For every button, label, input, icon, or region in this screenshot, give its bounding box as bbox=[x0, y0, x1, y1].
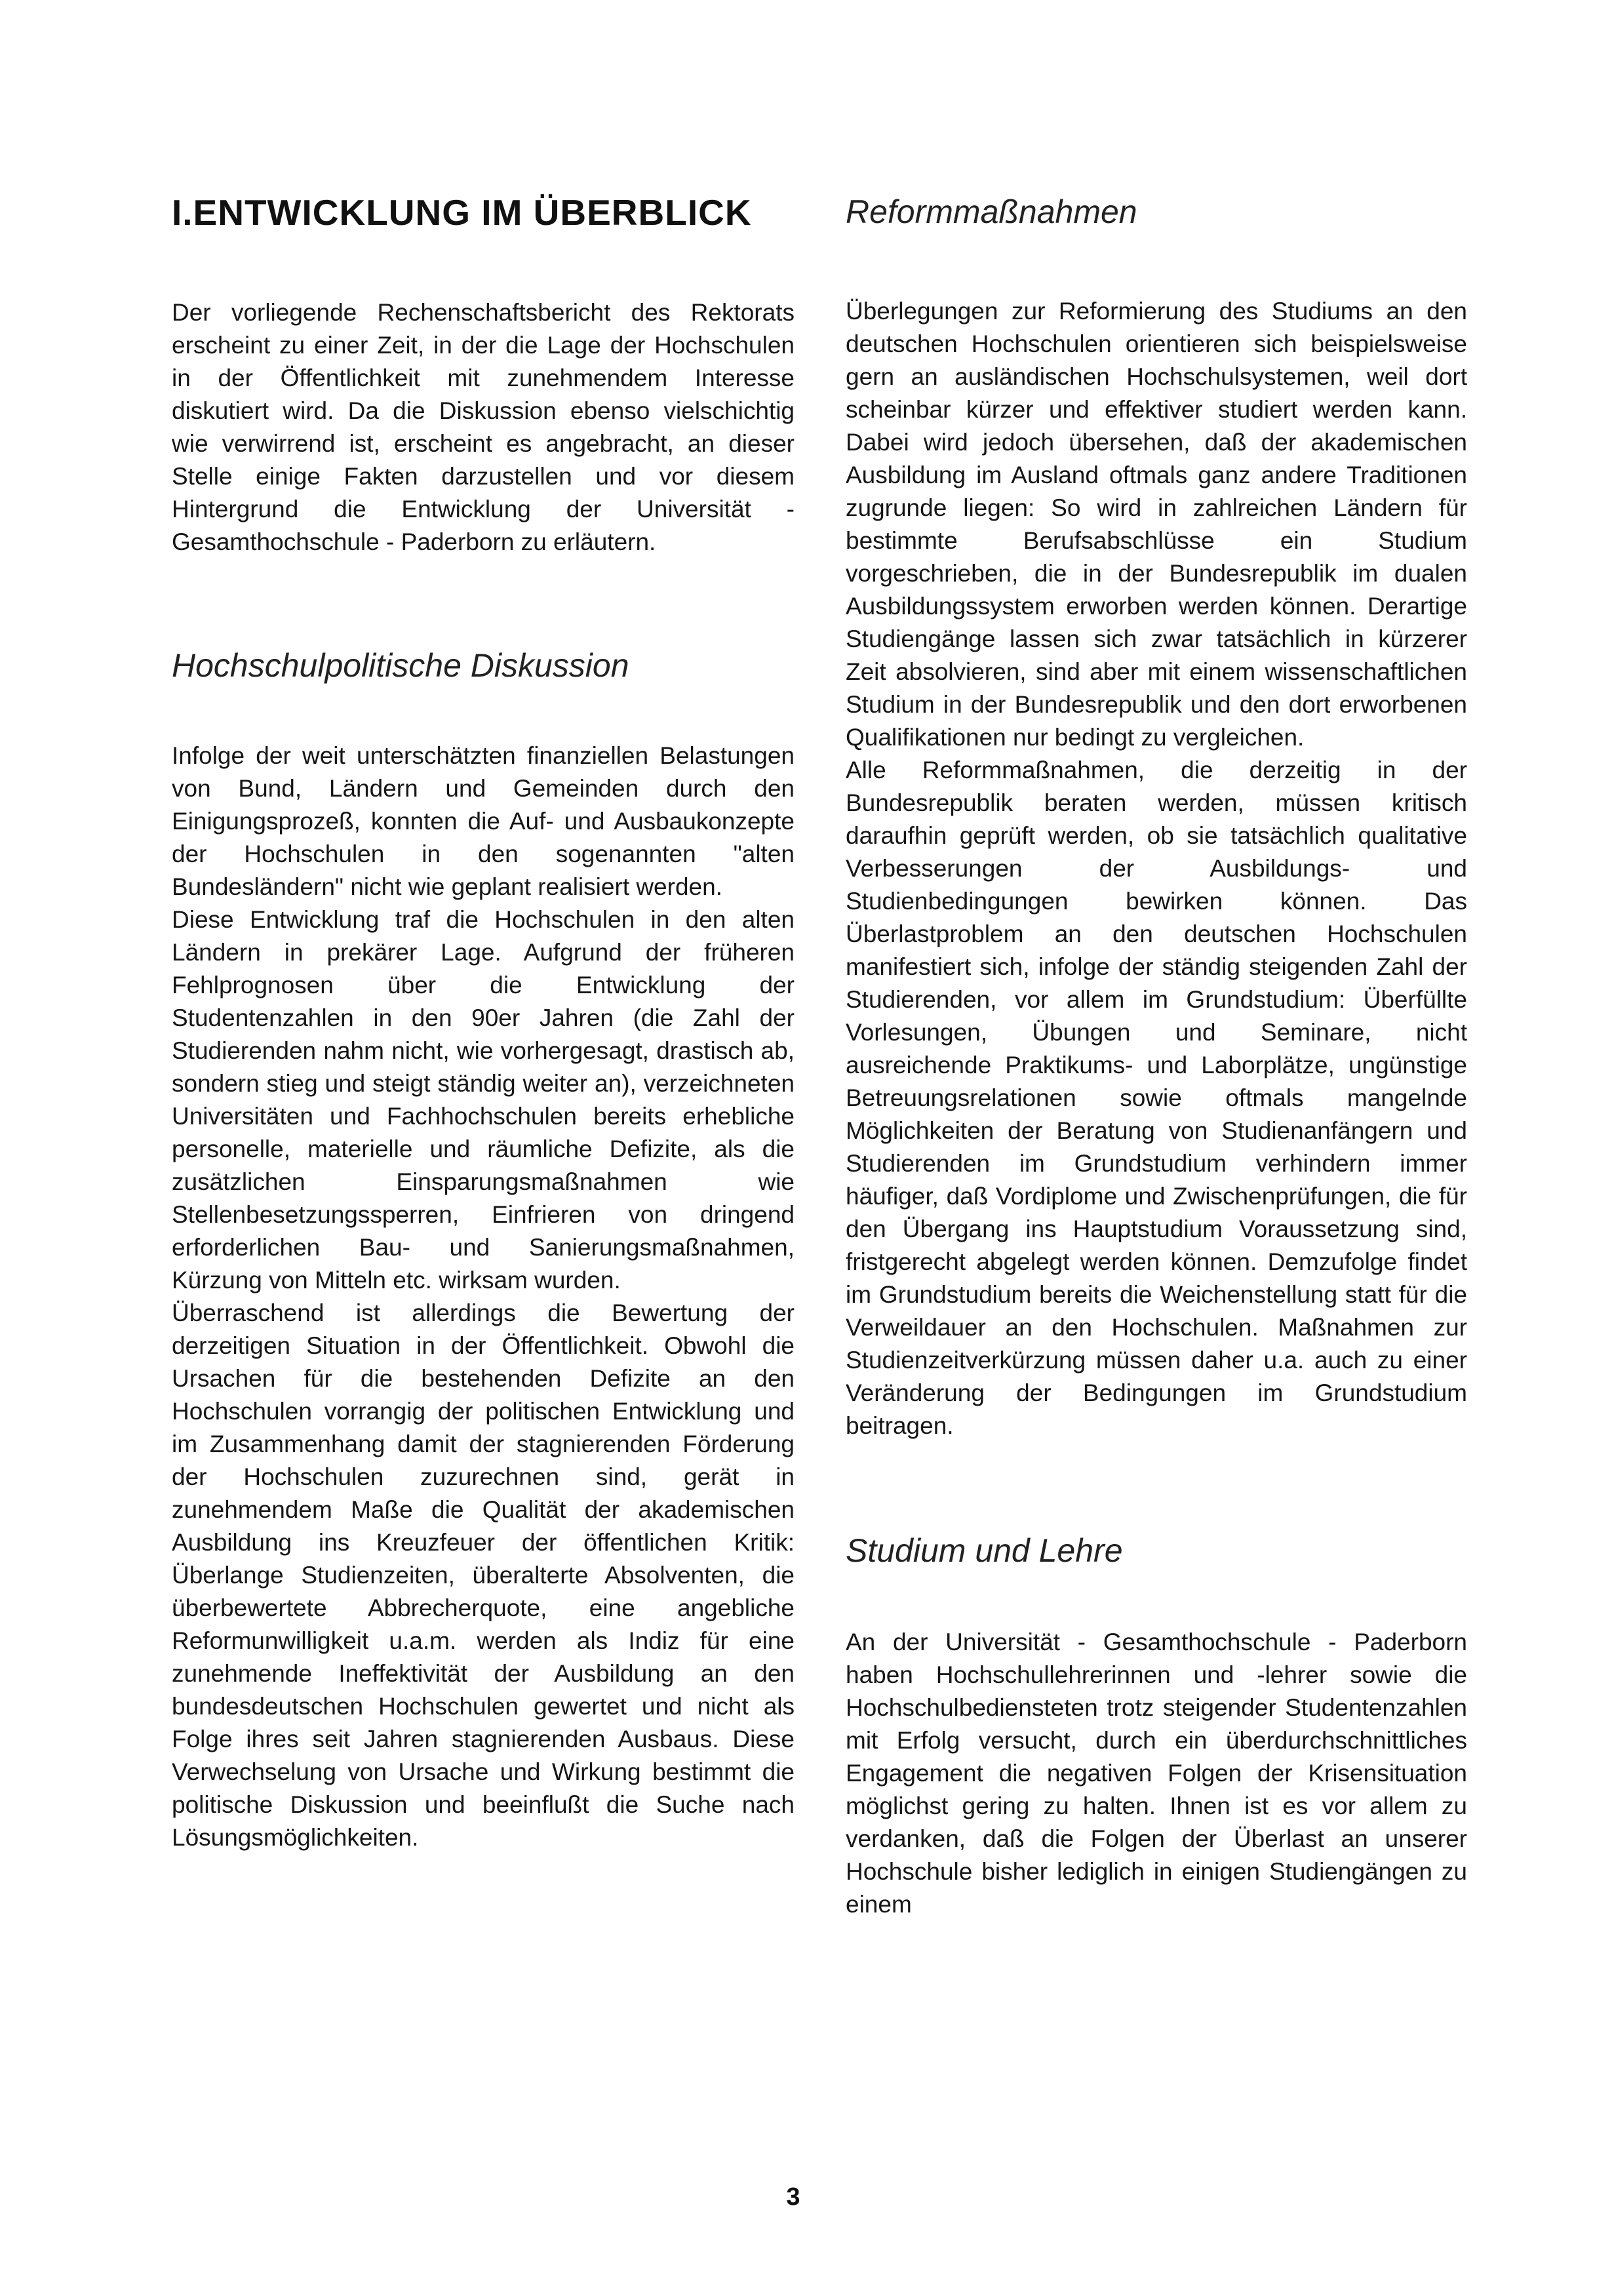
page-number: 3 bbox=[786, 2183, 800, 2211]
paragraph-einigungsprozess: Infolge der weit unterschätzten finanziellen Belastungen von Bund, Ländern und Gemeinden durch den Einigungsprozeß, konnten die Auf- und Ausbaukonzepte der Hochschulen in den sogenannten "alten Bundesländern" nicht wie geplant realisiert werden. bbox=[172, 742, 795, 900]
page-title: I.ENTWICKLUNG IM ÜBERBLICK bbox=[172, 192, 752, 233]
section-heading-hochschulpolitische-diskussion: Hochschulpolitische Diskussion bbox=[172, 647, 629, 684]
paragraph-entwicklung: Diese Entwicklung traf die Hochschulen in den alten Ländern in prekärer Lage. Aufgrund der früheren Fehlprognosen über die Entwicklung der Studentenzahlen in den 90er Jahren (die Zahl der Studierenden nahm nicht, wie vorhergesagt, drastisch ab, sondern stieg und steigt ständig weiter an), verzeichneten Universitäten und Fachhochschulen bereits erhebliche personelle, materielle und räumliche Defizite, als die zusätzlichen Einsparungsmaßnahmen wie Stellenbesetzungssperren, Einfrieren von dringend erforderlichen Bau- und Sanierungsmaßnahmen, Kürzung von Mitteln etc. wirksam wurden. bbox=[172, 906, 795, 1294]
paragraph-bewertung: Überraschend ist allerdings die Bewertung der derzeitigen Situation in der Öffentlichkeit. Obwohl die Ursachen für die bestehenden Defizite an den Hochschulen vorrangig der politischen Entwicklung und im Zusammenhang damit der stagnierenden Förderung der Hochschulen zuzurechnen sind, gerät in zunehmendem Maße die Qualität der akademischen Ausbildung ins Kreuzfeuer der öffentlichen Kritik: Überlange Studienzeiten, überalterte Absolventen, die überbewertete Abbrecherquote, eine angebliche Reformunwilligkeit u.a.m. werden als Indiz für eine zunehmende Ineffektivität der Ausbildung an den bundesdeutschen Hochschulen gewertet und nicht als Folge ihres seit Jahren stagnierenden Ausbaus. Diese Verwechselung von Ursache und Wirkung bestimmt die politische Diskussion und beeinflußt die Suche nach Lösungsmöglichkeiten. bbox=[172, 1299, 795, 1851]
intro-paragraph: Der vorliegende Rechenschaftsbericht des Rektorats erscheint zu einer Zeit, in der die Lage der Hochschulen in der Öffentlichkeit mit zunehmendem Interesse diskutiert wird. Da die Diskussion ebenso vielschichtig wie verwirrend ist, erscheint es angebracht, an dieser Stelle einige Fakten darzustellen und vor diesem Hintergrund die Entwicklung der Universität - Gesamthochschule - Paderborn zu erläutern. bbox=[172, 299, 795, 555]
paragraph-studium-und-lehre: An der Universität - Gesamthochschule - Paderborn haben Hochschullehrerinnen und -lehrer sowie die Hochschulbediensteten trotz steigender Studentenzahlen mit Erfolg versucht, durch ein überdurchschnittliches Engagement die negativen Folgen der Krisensituation möglichst gering zu halten. Ihnen ist es vor allem zu verdanken, daß die Folgen der Überlast an unserer Hochschule bisher lediglich in einigen Studiengängen zu einem bbox=[846, 1629, 1467, 1918]
paragraph-reformierung: Überlegungen zur Reformierung des Studiums an den deutschen Hochschulen orientieren sich beispielsweise gern an ausländischen Hochschulsystemen, weil dort scheinbar kürzer und effektiver studiert werden kann. Dabei wird jedoch übersehen, daß der akademischen Ausbildung im Ausland oftmals ganz andere Traditionen zugrunde liegen: So wird in zahlreichen Ländern für bestimmte Berufsabschlüsse ein Studium vorgeschrieben, die in der Bundesrepublik im dualen Ausbildungssystem erworben werden können. Derartige Studiengänge lassen sich zwar tatsächlich in kürzerer Zeit absolvieren, sind aber mit einem wissenschaftlichen Studium in der Bundesrepublik und den dort erworbenen Qualifikationen nur bedingt zu vergleichen. bbox=[846, 298, 1467, 751]
section-heading-studium-und-lehre: Studium und Lehre bbox=[846, 1532, 1123, 1569]
left-column bbox=[172, 191, 795, 1854]
paragraph-reformmassnahmen: Alle Reformmaßnahmen, die derzeitig in der Bundesrepublik beraten werden, müssen kritisch daraufhin geprüft werden, ob sie tatsächlich qualitative Verbesserungen der Ausbildungs- und Studienbedingungen bewirken können. Das Überlastproblem an den deutschen Hochschulen manifestiert sich, infolge der ständig steigenden Zahl der Studierenden, vor allem im Grundstudium: Überfüllte Vorlesungen, Übungen und Seminare, nicht ausreichende Praktikums- und Laborplätze, ungünstige Betreuungsrelationen sowie oftmals mangelnde Möglichkeiten der Beratung von Studienanfängern und Studierenden im Grundstudium verhindern immer häufiger, daß Vordiplome und Zwischenprüfungen, die für den Übergang ins Hauptstudium Voraussetzung sind, fristgerecht abgelegt werden können. Demzufolge findet im Grundstudium bereits die Weichenstellung statt für die Verweildauer an den Hochschulen. Maßnahmen zur Studienzeitverkürzung müssen daher u.a. auch zu einer Veränderung der Bedingungen im Grundstudium beitragen. bbox=[846, 757, 1467, 1439]
right-column bbox=[846, 191, 1467, 1921]
section-heading-reformmassnahmen: Reformmaßnahmen bbox=[846, 193, 1137, 230]
